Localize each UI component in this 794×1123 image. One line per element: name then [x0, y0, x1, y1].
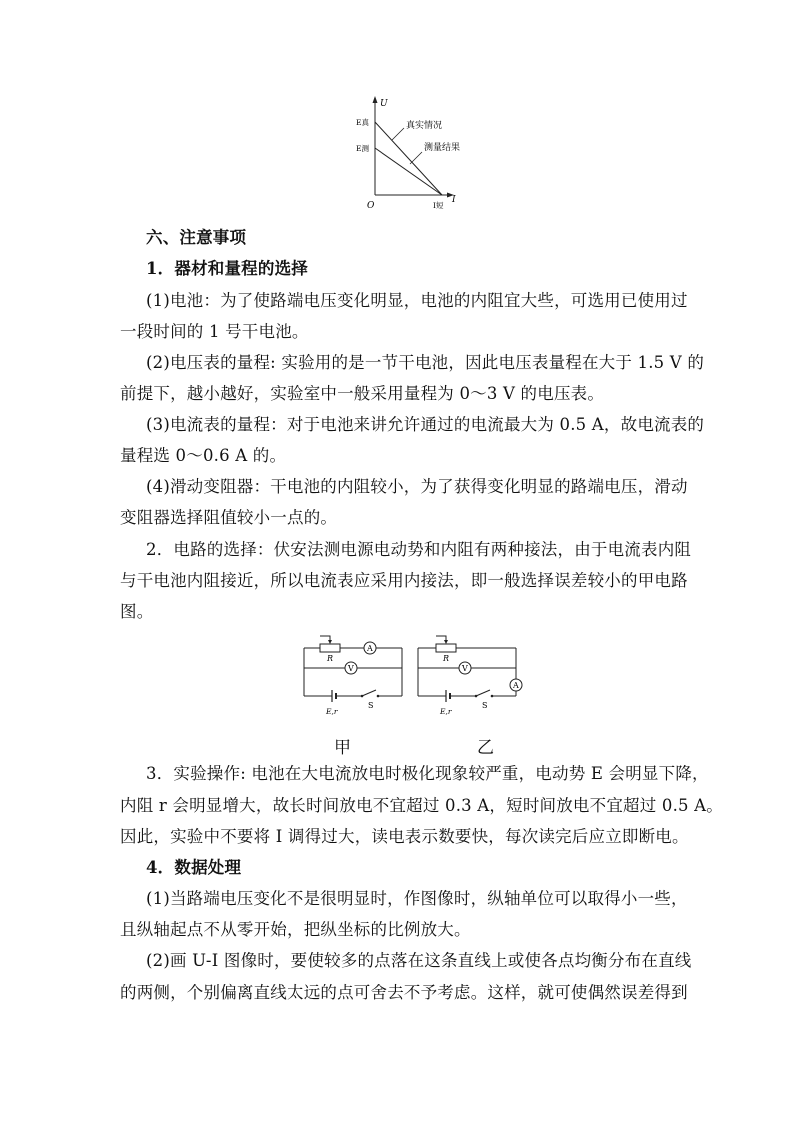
- paragraph-line: (1)当路端电压变化不是很明显时，作图像时，纵轴单位可以取得小一些，: [146, 889, 688, 908]
- voltmeter-label: V: [462, 664, 468, 673]
- paragraph-line: 前提下，越小越好，实验室中一般采用量程为 0～3 V 的电压表。: [120, 384, 605, 403]
- paragraph-line: 的两侧，个别偏离直线太远的点可舍去不予考虑。这样，就可使偶然误差得到: [120, 983, 688, 1002]
- paragraph-line: (4)滑动变阻器：干电池的内阻较小，为了获得变化明显的路端电压，滑动: [146, 477, 688, 496]
- section-heading: 六、注意事项: [146, 228, 247, 247]
- paragraph-line: (1)电池：为了使路端电压变化明显，电池的内阻宜大些，可选用已使用过: [146, 291, 688, 310]
- item2-line: 与干电池内阻接近，所以电流表应采用内接法，即一般选择误差较小的甲电路: [120, 571, 688, 590]
- ammeter-label: A: [367, 644, 373, 653]
- true-label: 真实情况: [406, 121, 443, 131]
- rheostat-symbol: [436, 644, 456, 652]
- paragraph-line: (2)电压表的量程: 实验用的是一节干电池，因此电压表量程在大于 1.5 V 的: [146, 353, 705, 372]
- paragraph-line: (3)电流表的量程：对于电池来讲允许通过的电流最大为 0.5 A，故电流表的: [146, 415, 705, 434]
- e-meas-label: E测: [356, 144, 369, 153]
- paragraph-line: (2)画 U-I 图像时，要使较多的点落在这条直线上或使各点均衡分布在直线: [146, 951, 692, 970]
- true-line: [375, 122, 442, 195]
- ammeter-label: A: [513, 681, 519, 690]
- circuit-diagram-a: [298, 630, 410, 720]
- meas-label: 测量结果: [424, 143, 461, 153]
- item3-line: 因此，实验中不要将 I 调得过大，读电表示数要快，每次读完后应立即断电。: [120, 827, 689, 846]
- circuit-caption-b: 乙: [477, 738, 494, 758]
- i-short-label: I短: [433, 201, 444, 210]
- switch-label: S: [368, 701, 374, 710]
- origin-label: O: [367, 201, 375, 211]
- item1-title: 1．器材和量程的选择: [146, 259, 308, 278]
- battery-label: E,r: [326, 707, 338, 716]
- ui-graph-figure: [350, 92, 470, 217]
- voltmeter-label: V: [348, 664, 354, 673]
- r-label: R: [443, 654, 450, 663]
- paragraph-line: 且纵轴起点不从零开始，把纵坐标的比例放大。: [120, 920, 471, 939]
- u-axis-label: U: [380, 99, 388, 109]
- r-label: R: [327, 654, 334, 663]
- item3-line: 内阻 r 会明显增大，故长时间放电不宜超过 0.3 A，短时间放电不宜超过 0.5 A。: [120, 796, 723, 815]
- rheostat-symbol: [320, 644, 340, 652]
- paragraph-line: 量程选 0～0.6 A 的。: [120, 446, 287, 465]
- switch-label: S: [482, 701, 488, 710]
- e-true-label: E真: [356, 118, 369, 127]
- battery-label: E,r: [440, 707, 452, 716]
- measured-line: [375, 148, 442, 195]
- switch-symbol: [476, 690, 490, 696]
- item4-title: 4．数据处理: [146, 858, 242, 877]
- item2-line: 2．电路的选择：伏安法测电源电动势和内阻有两种接法，由于电流表内阻: [146, 540, 692, 559]
- paragraph-line: 变阻器选择阻值较小一点的。: [120, 508, 338, 527]
- paragraph-line: 一段时间的 1 号干电池。: [120, 322, 309, 341]
- item2-line: 图。: [120, 602, 154, 621]
- circuit-caption-a: 甲: [334, 738, 351, 758]
- item3-line: 3．实验操作: 电池在大电流放电时极化现象较严重，电动势 E 会明显下降，: [146, 764, 709, 783]
- circuit-diagram-b: [412, 630, 528, 720]
- meas-leader: [410, 152, 422, 164]
- i-axis-label: I: [452, 195, 456, 205]
- true-leader: [392, 128, 404, 140]
- u-axis-arrow: [373, 96, 378, 103]
- switch-symbol: [362, 690, 376, 696]
